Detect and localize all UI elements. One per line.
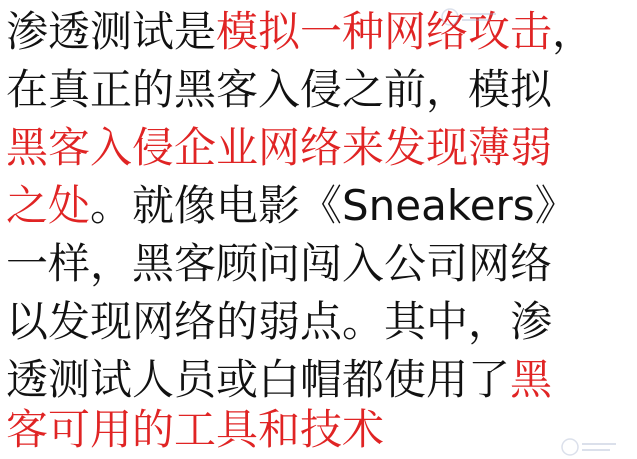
text-line-3: [6, 120, 552, 176]
text-line-5: [6, 236, 552, 292]
text-line-8: [6, 402, 384, 458]
text-line-6: [6, 294, 552, 350]
text-run: ，: [552, 7, 595, 56]
text-run: 以发现网络的弱点。其中，渗: [6, 297, 553, 346]
highlighted-text-run: 模拟一种网络攻击: [216, 7, 553, 56]
text-run: 在真正的黑客入侵之前，模拟: [6, 65, 553, 114]
text-line-1: [6, 4, 594, 60]
watermark-logo: [440, 4, 500, 30]
watermark-logo: [560, 434, 620, 459]
text-run: 渗透测试是: [6, 7, 217, 56]
highlighted-text-run: 之处: [6, 181, 91, 230]
text-line-4: [6, 178, 577, 234]
text-run: 一样，黑客顾问闯入公司网络: [6, 239, 553, 288]
text-line-7: [6, 352, 552, 408]
text-run: 。就像电影《Sneakers》: [90, 181, 577, 230]
text-run: 透测试人员或白帽都使用了: [6, 355, 511, 404]
highlighted-text-run: 黑客入侵企业网络来发现薄弱: [6, 123, 553, 172]
text-line-2: [6, 62, 552, 118]
highlighted-text-run: 黑: [510, 355, 553, 404]
highlighted-text-run: 客可用的工具和技术: [6, 405, 385, 454]
